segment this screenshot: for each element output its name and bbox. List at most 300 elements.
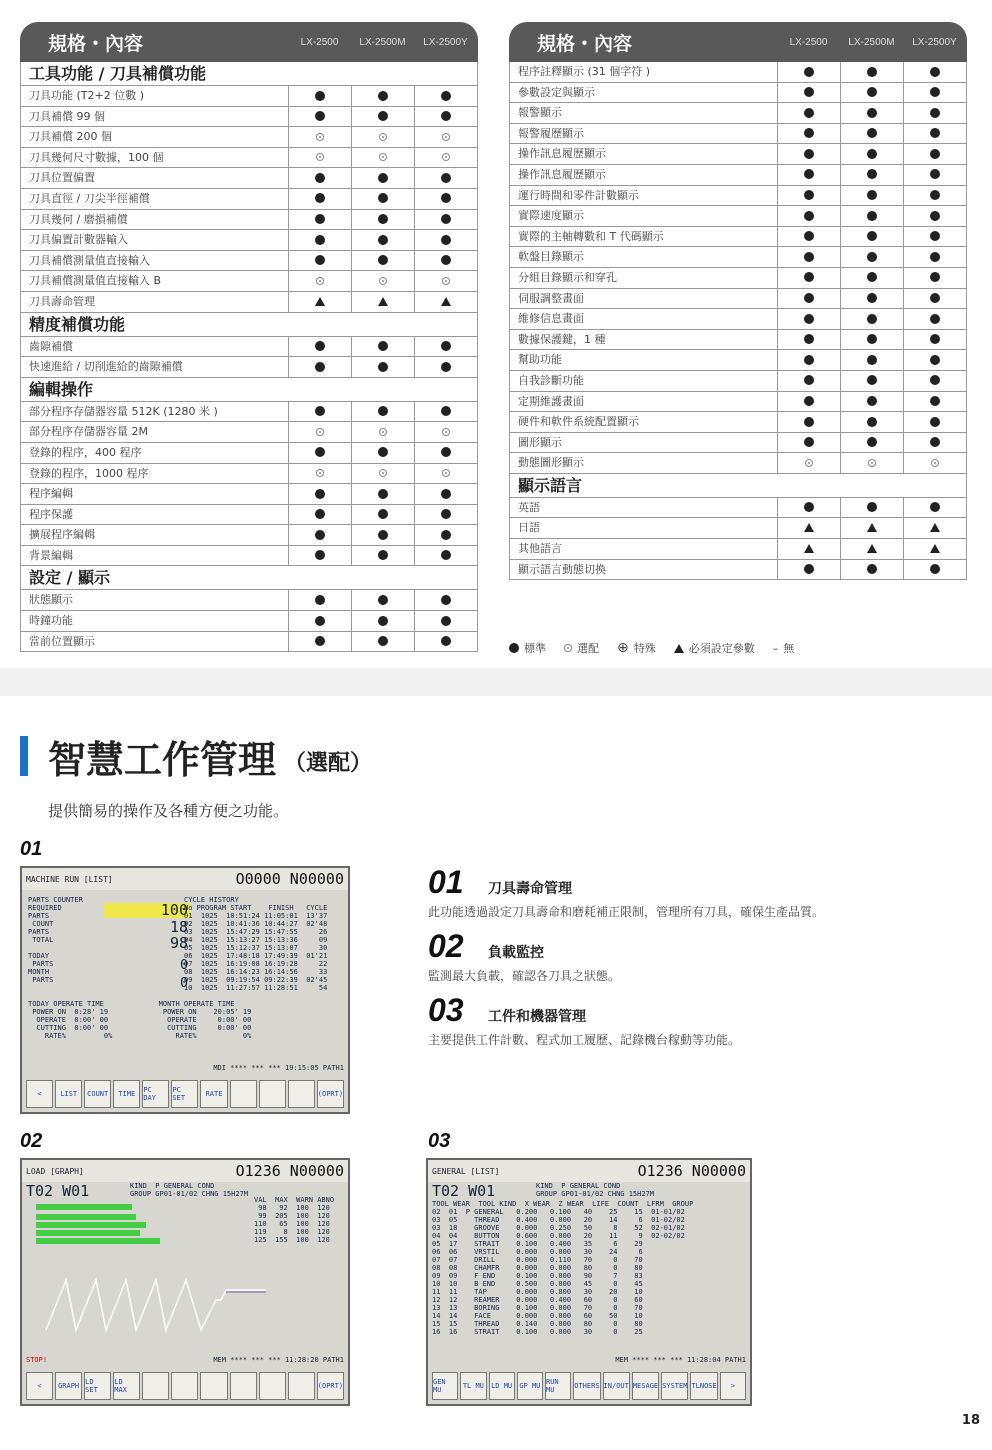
option-circle-icon xyxy=(316,133,324,141)
softkey-button[interactable] xyxy=(288,1372,315,1400)
standard-dot-icon xyxy=(930,396,940,406)
tool-kind: KIND P GENERAL COND GROUP GP01-01/02 CHNG 15H27M xyxy=(130,1182,249,1198)
spec-cell xyxy=(904,268,966,288)
softkey-button[interactable]: > xyxy=(720,1372,746,1400)
row-label: 日語 xyxy=(510,518,778,538)
spec-cell xyxy=(841,186,904,206)
feature-desc: 監測最大負載，確認各刀具之狀態。 xyxy=(428,969,621,983)
standard-dot-icon xyxy=(315,214,325,224)
spec-cell xyxy=(841,309,904,329)
standard-dot-icon xyxy=(930,67,940,77)
status-line: MDI **** *** *** 19:15:05 PATH1 xyxy=(213,1064,344,1072)
softkey-button[interactable] xyxy=(259,1080,286,1108)
standard-dot-icon xyxy=(930,375,940,385)
spec-cell xyxy=(778,289,841,309)
table-row xyxy=(509,330,967,351)
spec-cell xyxy=(289,189,352,209)
screen-number: 02 xyxy=(20,1130,43,1152)
spec-cell xyxy=(904,309,966,329)
standard-dot-icon xyxy=(930,355,940,365)
standard-dot-icon xyxy=(867,128,877,138)
standard-dot-icon xyxy=(378,173,388,183)
softkey-button[interactable] xyxy=(230,1080,257,1108)
spec-cell xyxy=(841,560,904,580)
spec-cell xyxy=(778,453,841,473)
standard-dot-icon xyxy=(441,341,451,351)
softkey-button[interactable] xyxy=(288,1080,315,1108)
standard-dot-icon xyxy=(441,173,451,183)
divider-band xyxy=(0,668,992,696)
standard-dot-icon xyxy=(441,530,451,540)
row-label: 自我診斷功能 xyxy=(510,371,778,391)
table-row xyxy=(509,412,967,433)
spec-cell xyxy=(778,392,841,412)
option-circle-icon xyxy=(316,469,324,477)
standard-dot-icon xyxy=(441,214,451,224)
table-row xyxy=(509,186,967,207)
standard-dot-icon xyxy=(315,489,325,499)
spec-cell xyxy=(352,505,415,525)
spec-cell xyxy=(904,227,966,247)
spec-cell xyxy=(841,247,904,267)
softkey-button[interactable]: PC DAY xyxy=(142,1080,169,1108)
table-row xyxy=(509,144,967,165)
spec-cell xyxy=(904,539,966,559)
spec-cell xyxy=(415,505,477,525)
category-heading: 顯示語言 xyxy=(509,474,967,498)
spec-cell xyxy=(841,268,904,288)
standard-dot-icon xyxy=(315,636,325,646)
spec-cell xyxy=(289,464,352,484)
standard-dot-icon xyxy=(804,502,814,512)
triangle-icon xyxy=(867,523,877,532)
standard-dot-icon xyxy=(441,111,451,121)
model-label: LX-2500 xyxy=(789,36,828,48)
standard-dot-icon xyxy=(378,235,388,245)
spec-cell xyxy=(352,611,415,631)
table-row xyxy=(20,251,478,272)
table-row xyxy=(509,350,967,371)
row-label: 數據保護鍵，1 種 xyxy=(510,330,778,350)
spec-cell xyxy=(778,103,841,123)
spec-cell xyxy=(289,611,352,631)
standard-dot-icon xyxy=(930,437,940,447)
spec-cell xyxy=(778,83,841,103)
cnc-screen-general-list xyxy=(426,1158,752,1406)
spec-cell xyxy=(352,632,415,652)
spec-cell xyxy=(778,227,841,247)
standard-dot-icon xyxy=(867,437,877,447)
load-bar xyxy=(36,1222,146,1228)
standard-dot-icon xyxy=(930,87,940,97)
spec-cell xyxy=(778,433,841,453)
spec-cell xyxy=(904,247,966,267)
triangle-icon xyxy=(441,297,451,306)
row-label: 刀具偏置計數器輸入 xyxy=(21,230,289,250)
standard-dot-icon xyxy=(441,616,451,626)
spec-cell xyxy=(415,422,477,442)
load-bar xyxy=(36,1238,160,1244)
category-heading: 精度補償功能 xyxy=(20,313,478,337)
feature-desc: 此功能透過設定刀具壽命和磨耗補正限制，管理所有刀具，確保生產品質。 xyxy=(428,905,825,919)
standard-dot-icon xyxy=(441,595,451,605)
table-row xyxy=(20,505,478,526)
table-row xyxy=(20,337,478,358)
table-row xyxy=(509,560,967,581)
table-row xyxy=(20,357,478,378)
spec-cell xyxy=(841,289,904,309)
table-row xyxy=(509,498,967,519)
softkey-button[interactable]: RUN MU xyxy=(545,1372,571,1400)
standard-dot-icon xyxy=(315,341,325,351)
spec-cell xyxy=(289,168,352,188)
triangle-icon xyxy=(930,523,940,532)
softkey-button[interactable]: TLNOSE xyxy=(690,1372,717,1400)
load-values: VAL MAX WARN ABNO 98 92 100 120 99 205 100 120 110 65 100 120 119 8 100 120 125 155 100 120 xyxy=(254,1196,335,1244)
row-label: 快速進給 / 切削進給的齒隙補償 xyxy=(21,357,289,377)
spec-cell xyxy=(904,433,966,453)
standard-dot-icon xyxy=(930,108,940,118)
table-row xyxy=(509,433,967,454)
spec-cell xyxy=(415,464,477,484)
softkey-button[interactable]: GRAPH xyxy=(55,1372,82,1400)
legend-option: 選配 xyxy=(564,640,599,656)
softkey-button[interactable] xyxy=(200,1372,227,1400)
legend xyxy=(509,640,794,656)
standard-dot-icon xyxy=(378,616,388,626)
spec-cell xyxy=(289,127,352,147)
row-label: 刀具補償 200 個 xyxy=(21,127,289,147)
softkey-button[interactable]: (OPRT) xyxy=(317,1372,344,1400)
softkey-button[interactable] xyxy=(142,1372,169,1400)
option-circle-icon xyxy=(316,277,324,285)
softkey-button[interactable]: MESAGE xyxy=(632,1372,659,1400)
table-row xyxy=(20,127,478,148)
standard-dot-icon xyxy=(315,509,325,519)
spec-cell xyxy=(415,230,477,250)
spec-cell xyxy=(352,357,415,377)
table-row xyxy=(509,227,967,248)
required-value: 100 xyxy=(160,901,188,919)
standard-dot-icon xyxy=(804,375,814,385)
screen-number: 03 xyxy=(428,1130,451,1152)
model-label: LX-2500 xyxy=(300,36,339,48)
spec-cell xyxy=(415,127,477,147)
standard-dot-icon xyxy=(315,530,325,540)
standard-dot-icon xyxy=(315,616,325,626)
spec-cell xyxy=(415,484,477,504)
spec-cell xyxy=(778,539,841,559)
spec-cell xyxy=(415,107,477,127)
standard-dot-icon xyxy=(315,235,325,245)
standard-dot-icon xyxy=(867,190,877,200)
softkey-button[interactable] xyxy=(259,1372,286,1400)
spec-cell xyxy=(352,443,415,463)
spec-cell xyxy=(352,525,415,545)
standard-dot-icon xyxy=(804,211,814,221)
parts-total-value: 98 xyxy=(169,934,188,952)
standard-dot-icon xyxy=(804,108,814,118)
triangle-icon xyxy=(315,297,325,306)
softkey-button[interactable]: < xyxy=(26,1372,53,1400)
standard-dot-icon xyxy=(867,211,877,221)
standard-dot-icon xyxy=(804,564,814,574)
cnc-screen-machine-run xyxy=(20,866,350,1114)
softkey-button[interactable] xyxy=(230,1372,257,1400)
row-label: 刀具補償測量值直接輸入 B xyxy=(21,271,289,291)
triangle-icon xyxy=(867,544,877,553)
spec-cell xyxy=(289,590,352,610)
spec-cell xyxy=(289,357,352,377)
softkey-button[interactable]: RATE xyxy=(200,1080,227,1108)
standard-dot-icon xyxy=(804,67,814,77)
spec-cell xyxy=(289,422,352,442)
spec-cell xyxy=(778,330,841,350)
standard-dot-icon xyxy=(804,396,814,406)
cnc-screen-load-graph xyxy=(20,1158,350,1406)
feature-title: 刀具壽命管理 xyxy=(488,881,572,897)
table-row xyxy=(509,289,967,310)
spec-cell xyxy=(841,539,904,559)
spec-cell xyxy=(415,590,477,610)
option-circle-icon xyxy=(379,469,387,477)
spec-cell xyxy=(778,268,841,288)
softkey-button[interactable]: (OPRT) xyxy=(317,1080,344,1108)
standard-dot-icon xyxy=(378,255,388,265)
feature-item xyxy=(428,864,968,920)
spec-cell xyxy=(352,189,415,209)
screen-mode: LOAD [GRAPH] xyxy=(26,1166,84,1176)
spec-cell xyxy=(352,546,415,566)
spec-cell xyxy=(289,210,352,230)
table-header xyxy=(20,22,478,62)
standard-dot-icon xyxy=(930,334,940,344)
row-label: 背景編輯 xyxy=(21,546,289,566)
row-label: 齒隙補償 xyxy=(21,337,289,357)
spec-cell xyxy=(778,560,841,580)
row-label: 運行時間和零件計數顯示 xyxy=(510,186,778,206)
standard-dot-icon xyxy=(441,489,451,499)
triangle-icon xyxy=(930,544,940,553)
spec-cell xyxy=(904,165,966,185)
softkey-button[interactable]: LIST xyxy=(55,1080,82,1108)
spec-cell xyxy=(415,189,477,209)
program-number: O0000 N00000 xyxy=(235,870,344,888)
table-row xyxy=(509,518,967,539)
spec-cell xyxy=(352,464,415,484)
spec-cell xyxy=(841,124,904,144)
row-label: 定期維護畫面 xyxy=(510,392,778,412)
row-label: 刀具幾何尺寸數據，100 個 xyxy=(21,148,289,168)
standard-dot-icon xyxy=(378,530,388,540)
feature-item xyxy=(428,992,968,1048)
row-label: 操作訊息履歷顯示 xyxy=(510,144,778,164)
spec-cell xyxy=(778,371,841,391)
spec-cell xyxy=(778,498,841,518)
spec-cell xyxy=(415,251,477,271)
option-circle-icon xyxy=(442,428,450,436)
category-heading: 設定 / 顯示 xyxy=(20,566,478,590)
softkey-button[interactable]: SYSTEM xyxy=(661,1372,688,1400)
spec-cell xyxy=(904,498,966,518)
standard-dot-icon xyxy=(378,636,388,646)
spec-cell xyxy=(415,86,477,106)
triangle-icon xyxy=(378,297,388,306)
operate-time: TODAY OPERATE TIME MONTH OPERATE TIME POWER ON 0:28' 19 POWER ON 20:05' 19 OPERATE 0:00' 00 OPERATE 0:00' 00 CUTTING 0:00' 00 CUTTING 0:00' 00 RATE% 0% RATE% 0% xyxy=(28,1000,252,1040)
softkey-button[interactable]: GEN MU xyxy=(432,1372,458,1400)
standard-dot-icon xyxy=(378,214,388,224)
standard-dot-icon xyxy=(315,362,325,372)
softkey-button[interactable]: OTHERS xyxy=(573,1372,600,1400)
spec-cell xyxy=(841,453,904,473)
heading-accent-bar xyxy=(20,736,28,776)
page-number: 18 xyxy=(961,1413,980,1428)
standard-dot-icon xyxy=(378,550,388,560)
standard-dot-icon xyxy=(930,149,940,159)
spec-cell xyxy=(841,83,904,103)
softkey-button[interactable]: < xyxy=(26,1080,53,1108)
standard-dot-icon xyxy=(441,509,451,519)
option-circle-icon xyxy=(316,428,324,436)
spec-cell xyxy=(841,227,904,247)
standard-dot-icon xyxy=(804,128,814,138)
legend-required: 必須設定參數 xyxy=(674,640,755,656)
row-label: 英語 xyxy=(510,498,778,518)
spec-cell xyxy=(289,402,352,422)
spec-cell xyxy=(841,498,904,518)
standard-dot-icon xyxy=(441,362,451,372)
option-circle-icon xyxy=(379,428,387,436)
table-row xyxy=(20,271,478,292)
row-label: 幫助功能 xyxy=(510,350,778,370)
row-label: 程序註釋顯示 (31 個字符 ) xyxy=(510,62,778,82)
standard-dot-icon xyxy=(867,272,877,282)
softkey-button[interactable]: LD SET xyxy=(84,1372,111,1400)
legend-none: – 無 xyxy=(772,641,795,655)
feature-number: 01 xyxy=(428,864,464,900)
standard-dot-icon xyxy=(804,231,814,241)
spec-cell xyxy=(352,402,415,422)
spec-cell xyxy=(289,148,352,168)
spec-cell xyxy=(778,412,841,432)
row-label: 圖形顯示 xyxy=(510,433,778,453)
row-label: 維修信息畫面 xyxy=(510,309,778,329)
standard-dot-icon xyxy=(378,91,388,101)
softkey-button[interactable]: IN/OUT xyxy=(603,1372,630,1400)
softkey-button[interactable]: LD MAX xyxy=(113,1372,140,1400)
option-circle-icon xyxy=(442,153,450,161)
option-circle-icon xyxy=(564,644,572,652)
tool-kind: KIND P GENERAL COND GROUP GP01-01/02 CHNG 15H27M xyxy=(536,1182,655,1198)
spec-cell xyxy=(415,525,477,545)
softkey-button[interactable]: TIME xyxy=(113,1080,140,1108)
table-row xyxy=(20,546,478,567)
table-row xyxy=(20,422,478,443)
spec-cell xyxy=(289,632,352,652)
standard-dot-icon xyxy=(867,375,877,385)
standard-dot-icon xyxy=(441,235,451,245)
heading-suffix: （選配） xyxy=(284,750,373,776)
legend-special: ⊕ 特殊 xyxy=(617,640,656,656)
softkey-button[interactable]: PC SET xyxy=(171,1080,198,1108)
row-label: 刀具壽命管理 xyxy=(21,292,289,312)
softkey-button[interactable]: TL MU xyxy=(460,1372,486,1400)
table-row xyxy=(509,62,967,83)
standard-dot-icon xyxy=(441,255,451,265)
table-row xyxy=(509,268,967,289)
spec-cell xyxy=(904,518,966,538)
spec-cell xyxy=(289,484,352,504)
standard-dot-icon xyxy=(315,550,325,560)
standard-dot-icon xyxy=(315,406,325,416)
row-label: 部分程序存儲器容量 512K (1280 米 ) xyxy=(21,402,289,422)
today-parts-value: 0 xyxy=(180,958,188,973)
spec-cell xyxy=(841,371,904,391)
spec-cell xyxy=(841,103,904,123)
softkey-button[interactable]: LD MU xyxy=(489,1372,515,1400)
spec-cell xyxy=(289,86,352,106)
spec-cell xyxy=(415,292,477,312)
spec-cell xyxy=(841,330,904,350)
standard-dot-icon xyxy=(930,417,940,427)
table-row xyxy=(509,392,967,413)
row-label: 刀具直徑 / 刀尖半徑補償 xyxy=(21,189,289,209)
option-circle-icon xyxy=(868,459,876,467)
row-label: 部分程序存儲器容量 2M xyxy=(21,422,289,442)
category-heading: 編輯操作 xyxy=(20,378,478,402)
row-label: 時鐘功能 xyxy=(21,611,289,631)
spec-cell xyxy=(841,412,904,432)
row-label: 顯示語言動態切換 xyxy=(510,560,778,580)
special-plus-icon: ⊕ xyxy=(617,640,629,656)
spec-cell xyxy=(904,392,966,412)
spec-cell xyxy=(289,251,352,271)
row-label: 實際速度顯示 xyxy=(510,206,778,226)
triangle-icon xyxy=(674,644,684,653)
option-circle-icon xyxy=(442,133,450,141)
table-row xyxy=(20,464,478,485)
standard-dot-icon xyxy=(867,231,877,241)
feature-title: 負載監控 xyxy=(488,945,544,961)
standard-dot-icon xyxy=(867,355,877,365)
standard-dot-icon xyxy=(315,173,325,183)
parts-count-value: 18 xyxy=(169,918,188,936)
table-row xyxy=(20,402,478,423)
softkey-bar xyxy=(26,1372,344,1400)
table-row xyxy=(20,189,478,210)
softkey-button[interactable]: COUNT xyxy=(84,1080,111,1108)
standard-dot-icon xyxy=(378,447,388,457)
standard-dot-icon xyxy=(867,108,877,118)
standard-dot-icon xyxy=(378,362,388,372)
spec-cell xyxy=(841,144,904,164)
heading-subtitle: 提供簡易的操作及各種方便之功能。 xyxy=(48,802,289,820)
spec-cell xyxy=(289,443,352,463)
spec-cell xyxy=(352,337,415,357)
spec-cell xyxy=(352,590,415,610)
spec-cell xyxy=(841,518,904,538)
softkey-button[interactable] xyxy=(171,1372,198,1400)
standard-dot-icon xyxy=(930,128,940,138)
spec-cell xyxy=(778,247,841,267)
standard-dot-icon xyxy=(930,190,940,200)
spec-cell xyxy=(841,62,904,82)
table-row xyxy=(20,107,478,128)
standard-dot-icon xyxy=(867,149,877,159)
softkey-button[interactable]: GP MU xyxy=(517,1372,543,1400)
spec-cell xyxy=(778,62,841,82)
row-label: 動態圖形顯示 xyxy=(510,453,778,473)
